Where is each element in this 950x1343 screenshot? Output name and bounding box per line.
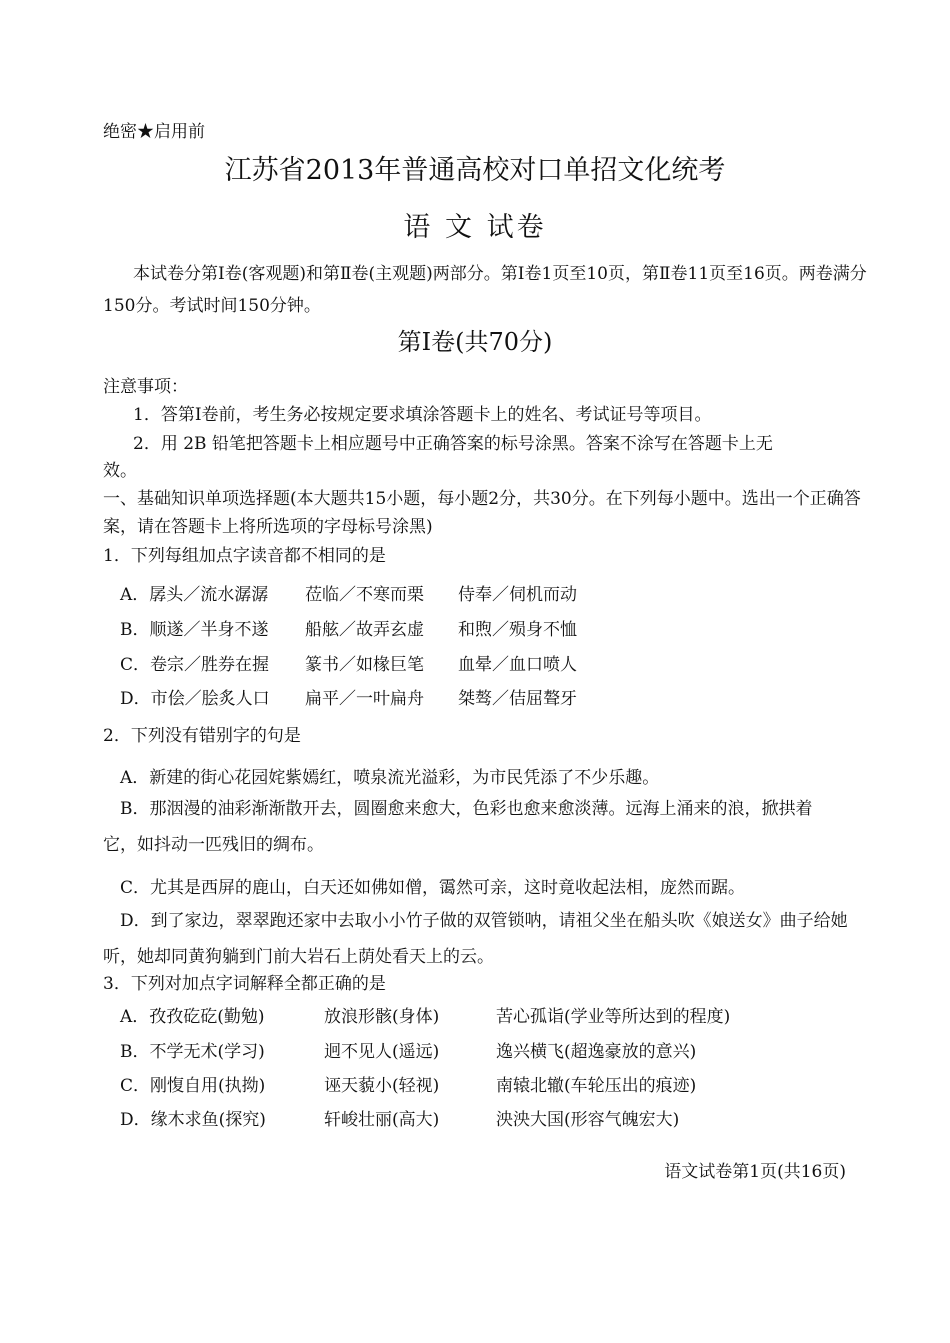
q1-option-a-part3: 侍奉／伺机而动: [458, 585, 577, 605]
q3-option-b-part3: 逸兴横飞(超逸豪放的意兴): [496, 1042, 697, 1062]
q3-option-a-part3: 苦心孤诣(学业等所达到的程度): [496, 1007, 731, 1027]
q2-option-a: A．新建的街心花园姹紫嫣红，喷泉流光溢彩，为市民凭添了不少乐趣。: [120, 768, 660, 788]
q2-option-b: B．那洇漫的油彩渐渐散开去，圆圈愈来愈大，色彩也愈来愈淡薄。远海上涌来的浪，掀拱着它，如抖动一匹残旧的绸布。: [103, 799, 813, 855]
q3-option-c-part2: 诬天藐小(轻视): [324, 1076, 440, 1096]
q2-stem: 2．下列没有错别字的句是: [103, 726, 301, 746]
q1-option-a-part1: A．孱头／流水潺潺: [120, 585, 269, 605]
part-title: 第Ⅰ卷(共70分): [397, 328, 553, 356]
q3-option-d-part3: 泱泱大国(形容气魄宏大): [496, 1110, 680, 1130]
q3-option-a-part1: A．孜孜矻矻(勤勉): [120, 1007, 265, 1027]
q1-stem: 1．下列每组加点字读音都不相同的是: [103, 546, 386, 566]
q1-option-c-part3: 血晕／血口喷人: [458, 655, 577, 675]
note-item-1: 1．答第Ⅰ卷前，考生务必按规定要求填涂答题卡上的姓名、考试证号等项目。: [133, 405, 712, 425]
note-item-2-cont: 效。: [103, 461, 137, 481]
q2-option-c: C．尤其是西屏的鹿山，白天还如佛如僧，霭然可亲，这时竟收起法相，庞然而踞。: [120, 878, 746, 898]
q1-option-d-part3: 桀骜／佶屈聱牙: [458, 689, 577, 709]
q1-option-d-part2: 扁平／一叶扁舟: [305, 689, 424, 709]
subject-title: 语 文 试卷: [403, 212, 547, 243]
confidential-mark: 绝密★启用前: [103, 122, 205, 142]
note-item-2: 2．用 2B 铅笔把答题卡上相应题号中正确答案的标号涂黑。答案不涂写在答题卡上无: [133, 434, 773, 454]
q1-option-c-part2: 篆书／如椽巨笔: [305, 655, 424, 675]
page-footer: 语文试卷第1页(共16页): [664, 1162, 846, 1182]
q3-option-a-part2: 放浪形骸(身体): [324, 1007, 440, 1027]
q1-option-b-part3: 和煦／殒身不恤: [458, 620, 577, 640]
q3-option-c-part1: C．刚愎自用(执拗): [120, 1076, 266, 1096]
notes-title: 注意事项：: [103, 377, 188, 397]
q1-option-b-part1: B．顺遂／半身不遂: [120, 620, 269, 640]
q2-option-d: D．到了家边，翠翠跑还家中去取小小竹子做的双管锁呐，请祖父坐在船头吹《娘送女》曲子给她听，她却同黄狗躺到门前大岩石上荫处看天上的云。: [103, 911, 848, 967]
intro-paragraph: 本试卷分第Ⅰ卷(客观题)和第Ⅱ卷(主观题)两部分。第Ⅰ卷1页至10页，第Ⅱ卷11页至16页。两卷满分150分。考试时间150分钟。: [103, 264, 867, 316]
q1-option-a-part2: 莅临／不寒而栗: [305, 585, 424, 605]
q3-option-b-part1: B．不学无术(学习): [120, 1042, 265, 1062]
q3-stem: 3．下列对加点字词解释全都正确的是: [103, 974, 386, 994]
q3-option-c-part3: 南辕北辙(车轮压出的痕迹): [496, 1076, 697, 1096]
section-heading: 一、基础知识单项选择题(本大题共15小题，每小题2分，共30分。在下列每小题中。选出一个正确答案，请在答题卡上将所选项的字母标号涂黑): [103, 489, 861, 537]
q1-option-b-part2: 船舷／故弄玄虚: [305, 620, 424, 640]
q1-option-d-part1: D．市侩／脍炙人口: [120, 689, 270, 709]
q3-option-d-part1: D．缘木求鱼(探究): [120, 1110, 266, 1130]
exam-title: 江苏省2013年普通高校对口单招文化统考: [224, 155, 726, 186]
q3-option-b-part2: 迥不见人(遥远): [324, 1042, 440, 1062]
q3-option-d-part2: 轩峻壮丽(高大): [324, 1110, 440, 1130]
q1-option-c-part1: C．卷宗／胜券在握: [120, 655, 270, 675]
